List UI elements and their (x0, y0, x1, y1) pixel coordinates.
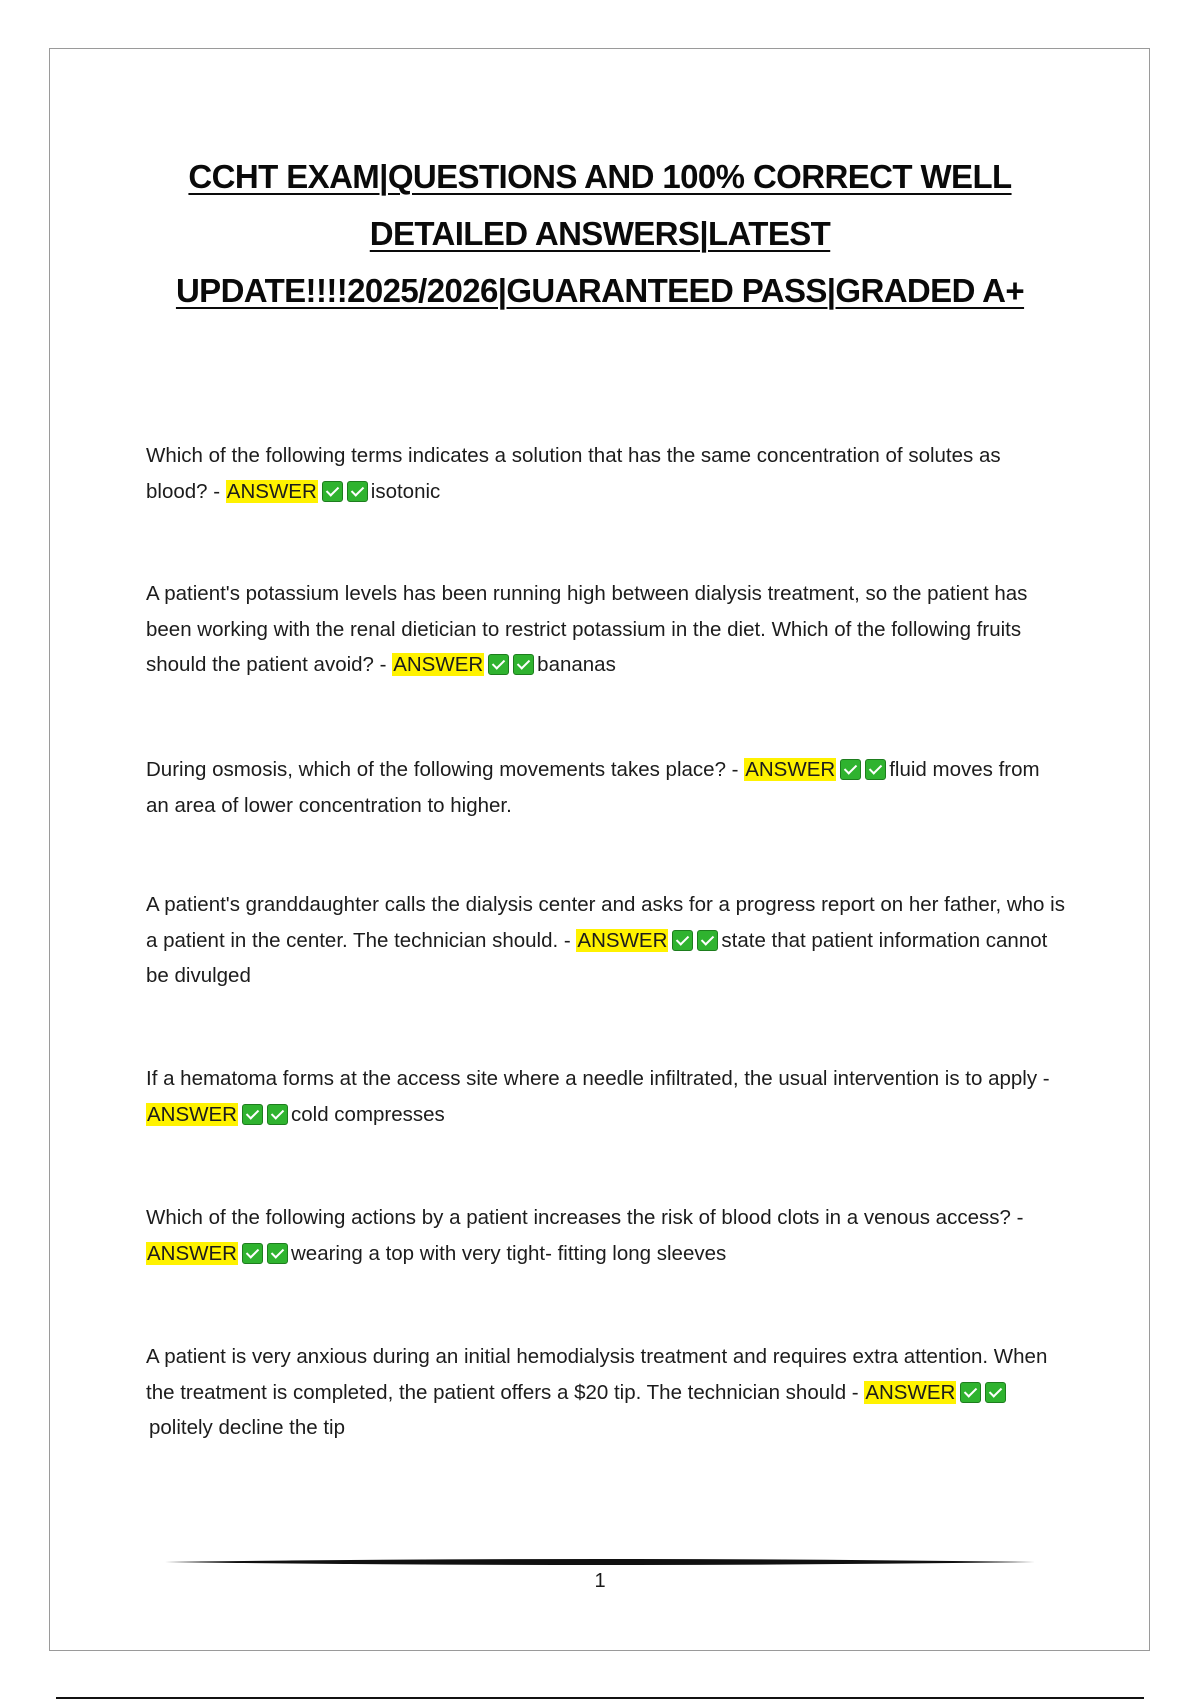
check-mark-icon (242, 1104, 263, 1125)
answer-label: ANSWER (393, 653, 484, 676)
check-mark-icon (267, 1243, 288, 1264)
answer-text: fluid moves from an area of lower concentration to higher. (146, 758, 1040, 817)
question-text: A patient's potassium levels has been running high between dialysis treatment, so the patient has been working with the renal dietician to restrict potassium in the diet. Which of the following fruits should the patient avoid? - (146, 582, 1028, 676)
answer-text: state that patient information cannot be divulged (146, 928, 1048, 987)
answer-label: ANSWER (147, 1241, 237, 1265)
qa-item-2 (146, 576, 1066, 683)
question-text: Which of the following terms indicates a solution that has the same concentration of solutes as blood? - (146, 444, 1001, 503)
qa-item-1 (146, 438, 1066, 509)
check-mark-icon (488, 654, 509, 675)
check-mark-icon (242, 1243, 263, 1264)
page-number: 1 (594, 1570, 606, 1592)
bottom-divider (56, 1697, 1144, 1699)
qa-item-5 (146, 1061, 1066, 1132)
document-title: CCHT EXAM|QUESTIONS AND 100% CORRECT WELL DETAILED ANSWERS|LATEST UPDATE!!!!2025/2026|GUARANTEED PASS|GRADED A+ (175, 158, 1025, 309)
answer-label: ANSWER (147, 1102, 237, 1126)
footer-rule (165, 1558, 1035, 1566)
answer-text: politely decline the tip (149, 1416, 346, 1439)
check-mark-icon (513, 654, 534, 675)
answer-text: cold compresses (290, 1102, 445, 1126)
check-mark-icon (267, 1104, 288, 1125)
check-mark-icon (840, 759, 861, 780)
question-text: A patient is very anxious during an initial hemodialysis treatment and requires extra attention. When the treatment is completed, the patient offers a $20 tip. The technician should - (146, 1345, 1048, 1404)
answer-label: ANSWER (745, 758, 836, 781)
question-text: During osmosis, which of the following movements takes place? - (146, 758, 739, 781)
check-mark-icon (347, 481, 368, 502)
qa-item-3 (146, 752, 1066, 823)
answer-label: ANSWER (865, 1380, 956, 1404)
answer-text: isotonic (370, 479, 441, 503)
answer-label: ANSWER (577, 928, 668, 952)
answer-text: bananas (537, 653, 616, 676)
check-mark-icon (697, 930, 718, 951)
question-text: Which of the following actions by a patient increases the risk of blood clots in a venous access? - (146, 1206, 1024, 1229)
qa-item-4 (146, 887, 1066, 994)
check-mark-icon (985, 1382, 1006, 1403)
qa-item-7 (146, 1339, 1066, 1446)
question-text: A patient's granddaughter calls the dialysis center and asks for a progress report on her father, who is a patient in the center. The technician should. - (146, 893, 1065, 952)
question-text: If a hematoma forms at the access site where a needle infiltrated, the usual intervention is to apply - (146, 1067, 1050, 1090)
check-mark-icon (960, 1382, 981, 1403)
check-mark-icon (672, 930, 693, 951)
check-mark-icon (322, 481, 343, 502)
qa-item-6 (146, 1200, 1066, 1271)
answer-text: wearing a top with very tight- fitting long sleeves (290, 1241, 727, 1265)
check-mark-icon (865, 759, 886, 780)
answer-label: ANSWER (226, 479, 317, 503)
